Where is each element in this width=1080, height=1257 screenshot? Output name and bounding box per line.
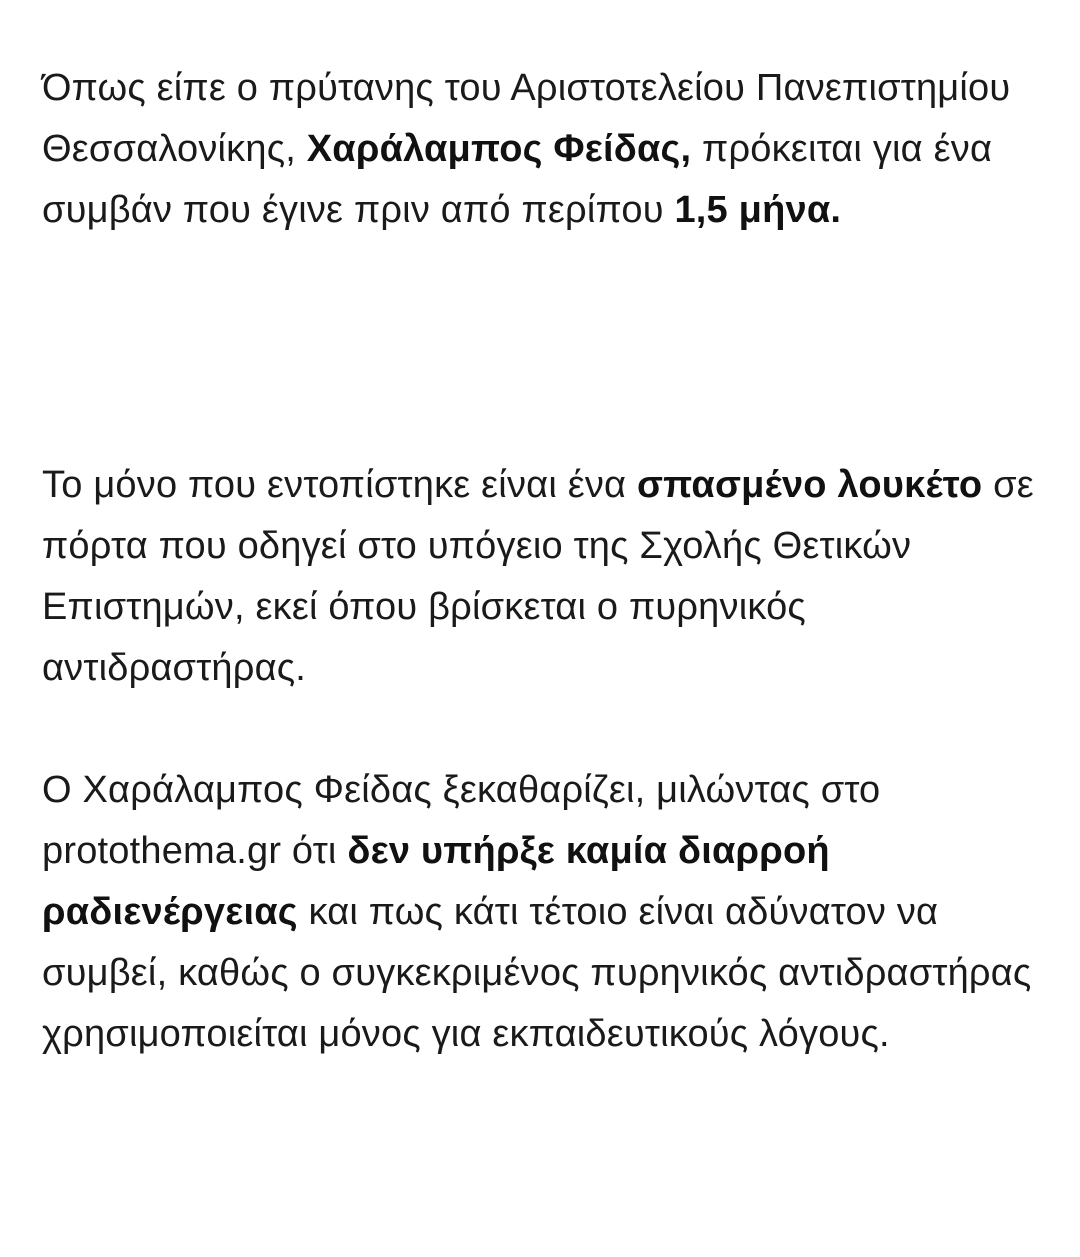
- paragraph: [42, 760, 1042, 1065]
- article-body: [42, 58, 1042, 1065]
- text-segment: σε πόρτα που οδηγεί στο υπόγειο της Σχολής Θετικών Επιστημών, εκεί όπου βρίσκεται ο πυρηνικός αντιδραστήρας.: [42, 464, 1034, 689]
- text-segment: Ο Χαράλαμπος Φείδας ξεκαθαρίζει, μιλώντας στο protothema.gr ότι: [42, 769, 881, 872]
- bold-text-segment: 1,5 μήνα.: [674, 189, 842, 231]
- bold-text-segment: Χαράλαμπος Φείδας,: [306, 128, 692, 170]
- text-segment: Το μόνο που εντοπίστηκε είναι ένα: [42, 464, 637, 506]
- text-segment: πρόκειται για ένα συμβάν που έγινε πριν από περίπου: [42, 128, 993, 231]
- bold-text-segment: δεν υπήρξε καμία διαρροή ραδιενέργειας: [42, 830, 830, 933]
- paragraph: [42, 58, 1042, 241]
- paragraph: [42, 455, 1042, 699]
- bold-text-segment: σπασμένο λουκέτο: [636, 464, 983, 506]
- text-segment: Όπως είπε ο πρύτανης του Αριστοτελείου Πανεπιστημίου Θεσσαλονίκης,: [42, 67, 1011, 170]
- text-segment: και πως κάτι τέτοιο είναι αδύνατον να συμβεί, καθώς ο συγκεκριμένος πυρηνικός αντιδραστήρας χρησιμοποιείται μόνος για εκπαιδευτικούς λόγους.: [42, 891, 1032, 1055]
